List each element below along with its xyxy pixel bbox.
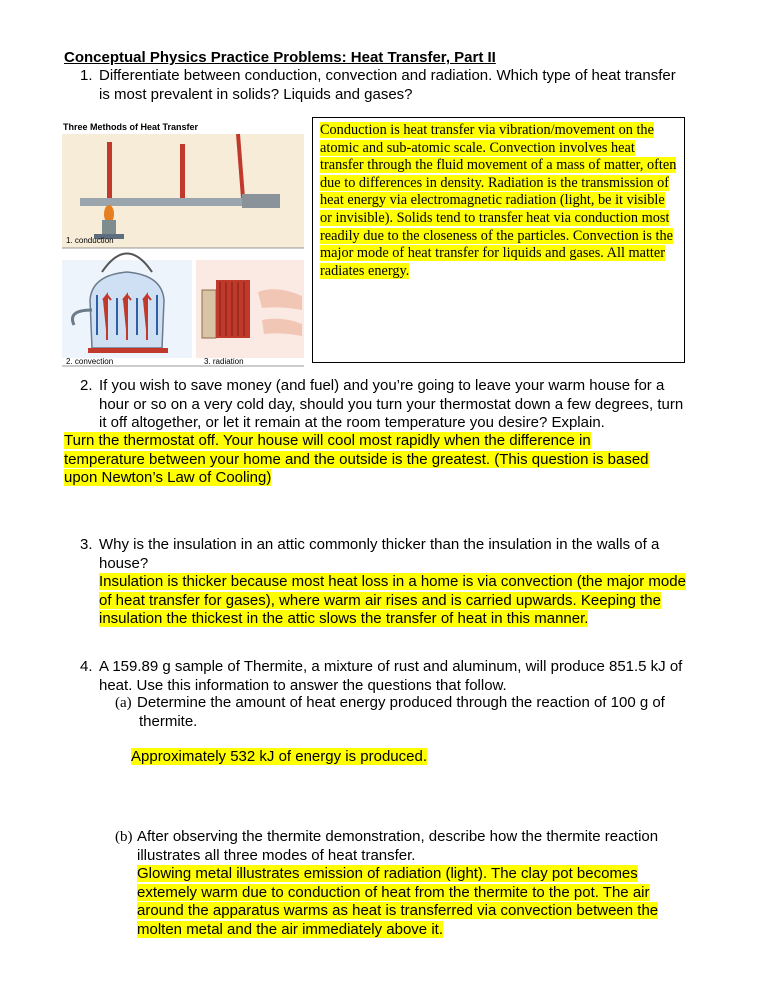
clamp <box>242 194 280 208</box>
answer-text: extemely warm due to conduction of heat from the thermite to the pot. The air <box>137 883 650 901</box>
question-text: Differentiate between conduction, convection and radiation. Which type of heat transfer <box>99 67 676 84</box>
heat-transfer-figure <box>62 120 304 368</box>
question-number: 2. <box>80 377 93 394</box>
heat-transfer-illustration <box>62 120 304 368</box>
question-number: 3. <box>80 536 93 553</box>
heater-icon <box>216 280 250 338</box>
convection-label: 2. convection <box>66 357 114 366</box>
question-4a <box>115 694 735 734</box>
question-text: If you wish to save money (and fuel) and you’re going to leave your warm house for a <box>99 377 665 394</box>
answer-text: Turn the thermostat off. Your house will cool most rapidly when the difference in <box>64 432 591 449</box>
question-text: heat. Use this information to answer the questions that follow. <box>99 676 507 694</box>
answer-text: Conduction is heat transfer via vibration/movement on the atomic and sub-atomic scale. Convection involves heat transfer through the fluid movement of a mass of matter, often due to differences in density. Radiation is the transmission of heat energy via electromagnetic radiation (light, be it visible or invisible). Solids tend to transfer heat via conduction most readily due to the closeness of the particles. Convection is the major mode of heat transfer for liquids and gases. All matter radiates energy. <box>320 122 677 279</box>
question-1 <box>80 67 720 107</box>
answer-text: molten metal and the air immediately above it. <box>137 920 443 938</box>
question-text: A 159.89 g sample of Thermite, a mixture of rust and aluminum, will produce 851.5 kJ of <box>99 658 683 675</box>
question-3 <box>80 536 740 576</box>
question-text: Why is the insulation in an attic commonly thicker than the insulation in the walls of a <box>99 536 660 553</box>
answer-text: Insulation is thicker because most heat loss in a home is via convection (the major mode <box>99 573 686 590</box>
question-text: After observing the thermite demonstration, describe how the thermite reaction <box>137 828 659 845</box>
answer-q4b <box>137 865 737 939</box>
question-number: 4. <box>80 658 93 675</box>
burner-icon <box>102 220 116 236</box>
answer-text: around the apparatus warms as heat is transferred via convection between the <box>137 902 659 919</box>
answer-text: of heat transfer for gases), where warm air rises and is carried upwards. Keeping the <box>99 591 661 609</box>
subquestion-label: (b) <box>115 829 133 845</box>
thermometer-icon <box>180 144 185 202</box>
question-text: illustrates all three modes of heat transfer. <box>137 846 416 864</box>
question-4b <box>115 828 735 868</box>
question-text: Determine the amount of heat energy produced through the reaction of 100 g of <box>137 694 665 711</box>
question-text: house? <box>99 554 149 572</box>
answer-text: temperature between your home and the outside is the greatest. (This question is based <box>64 450 649 468</box>
heater-body <box>202 290 216 338</box>
answer-q3 <box>99 573 749 629</box>
page-title: Conceptual Physics Practice Problems: Heat Transfer, Part II <box>64 49 496 66</box>
question-text: is most prevalent in solids? Liquids and gases? <box>99 85 413 103</box>
figure-title: Three Methods of Heat Transfer <box>63 122 199 132</box>
thermometer-icon <box>107 142 112 200</box>
question-text: it off altogether, or let it remain at the room temperature you desire? Explain. <box>99 414 605 431</box>
question-2 <box>80 377 740 437</box>
conduction-label: 1. conduction <box>66 236 114 245</box>
answer-text: insulation the thickest in the attic slows the transfer of heat in this manner. <box>99 610 589 627</box>
question-text: thermite. <box>139 712 198 730</box>
answer-text: Glowing metal illustrates emission of radiation (light). The clay pot becomes <box>137 865 638 882</box>
question-4 <box>80 658 740 698</box>
answer-box-q1 <box>312 117 685 363</box>
radiation-label: 3. radiation <box>204 357 244 366</box>
question-number: 1. <box>80 67 93 84</box>
subquestion-label: (a) <box>115 695 132 711</box>
answer-text: Approximately 532 kJ of energy is produced. <box>131 748 427 765</box>
answer-q2 <box>64 432 734 488</box>
answer-q4a <box>131 748 427 767</box>
question-text: hour or so on a very cold day, should you turn your thermostat down a few degrees, turn <box>99 395 684 413</box>
answer-text: upon Newton’s Law of Cooling) <box>64 469 272 486</box>
